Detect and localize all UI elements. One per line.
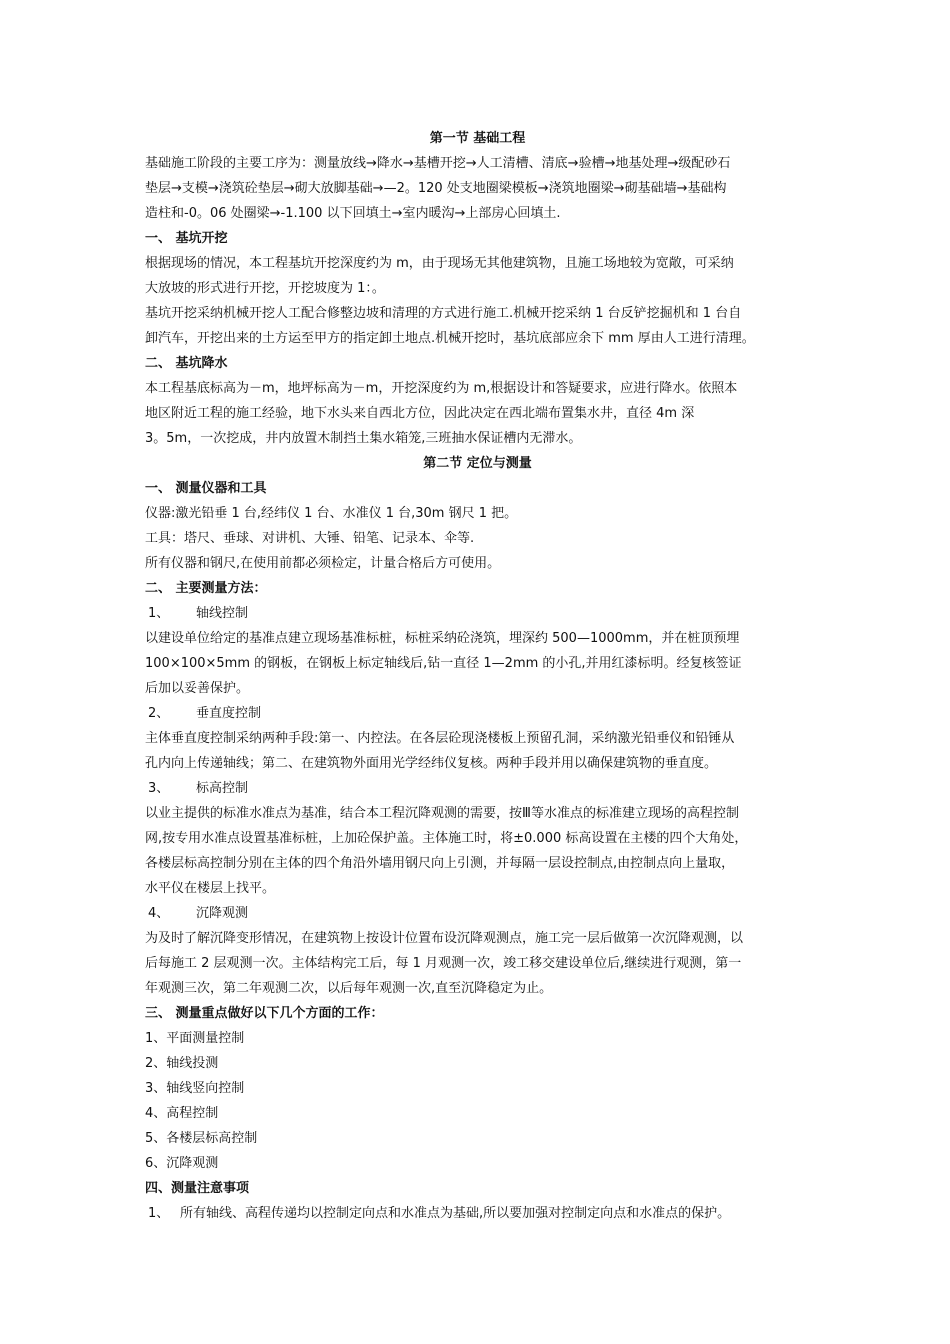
method-title: 垂直度控制 [196,706,262,721]
heading-instruments-tools: 一、 测量仪器和工具 [145,481,267,496]
method-number: 4、 [148,906,170,921]
paragraph-line: 地区附近工程的施工经验，地下水头来自西北方位，因此决定在西北端布置集水井，直径 4m 深 [145,406,695,421]
method-heading-verticality [145,701,810,726]
note-number: 1、 [148,1206,170,1221]
paragraph-line: 3。5m，一次挖成，井内放置木制挡土集水箱笼,三班抽水保证槽内无滞水。 [145,431,582,446]
paragraph-line: 仪器:激光铅垂 1 台,经纬仪 1 台、水准仪 1 台,30m 钢尺 1 把。 [145,506,518,521]
heading-foundation-excavation: 一、 基坑开挖 [145,231,228,246]
paragraph-line: 工具：塔尺、垂球、对讲机、大锤、铅笔、记录本、伞等. [145,531,475,546]
method-heading-settlement [145,901,810,926]
method-title: 标高控制 [196,781,249,796]
method-heading-elevation [145,776,810,801]
section1-intro-line: 基础施工阶段的主要工序为：测量放线→降水→基槽开挖→人工清槽、清底→验槽→地基处理→级配砂石 [145,156,731,171]
list-item: 6、沉降观测 [145,1156,219,1171]
list-item: 3、轴线竖向控制 [145,1081,245,1096]
method-number: 3、 [148,781,170,796]
heading-measurement-methods: 二、 主要测量方法： [145,581,267,596]
paragraph-line: 各楼层标高控制分别在主体的四个角沿外墙用钢尺向上引测，并每隔一层设控制点,由控制点向上量取， [145,856,735,871]
paragraph-line: 所有仪器和钢尺,在使用前都必须检定，计量合格后方可使用。 [145,556,501,571]
list-item: 5、各楼层标高控制 [145,1131,258,1146]
note-text: 所有轴线、高程传递均以控制定向点和水准点为基础,所以要加强对控制定向点和水准点的保护。 [180,1206,731,1221]
list-item: 2、轴线投测 [145,1056,219,1071]
document-page [145,126,810,1226]
heading-precautions: 四、测量注意事项 [145,1181,250,1196]
paragraph-line: 根据现场的情况，本工程基坑开挖深度约为 m，由于现场无其他建筑物，且施工场地较为宽敞，可采纳 [145,256,734,271]
paragraph-line: 以业主提供的标准水准点为基准，结合本工程沉降观测的需要，按Ⅲ等水准点的标准建立现场的高程控制 [145,806,739,821]
paragraph-line: 水平仪在楼层上找平。 [145,881,276,896]
paragraph-line: 年观测三次，第二年观测二次，以后每年观测一次,直至沉降稳定为止。 [145,981,553,996]
paragraph-line: 100×100×5mm 的钢板，在钢板上标定轴线后,钻一直径 1—2mm 的小孔,并用红漆标明。经复核签证 [145,656,742,671]
method-number: 1、 [148,606,170,621]
paragraph-line: 本工程基底标高为－m，地坪标高为－m，开挖深度约为 m,根据设计和答疑要求，应进行降水。依照本 [145,381,738,396]
list-item: 1、平面测量控制 [145,1031,245,1046]
section1-intro-line: 垫层→支模→浇筑砼垫层→砌大放脚基础→—2。120 处支地圈梁模板→浇筑地圈梁→砌基础墙→基础构 [145,181,727,196]
paragraph-line: 主体垂直度控制采纳两种手段:第一、内控法。在各层砼现浇楼板上预留孔洞，采纳激光铅垂仪和铅锤从 [145,731,735,746]
paragraph-line: 基坑开挖采纳机械开挖人工配合修整边坡和清理的方式进行施工.机械开挖采纳 1 台反铲挖掘机和 1 台自 [145,306,742,321]
section1-intro-line: 造柱和-0。06 处圈梁→-1.100 以下回填土→室内暖沟→上部房心回填土. [145,206,561,221]
list-item: 4、高程控制 [145,1106,219,1121]
method-title: 轴线控制 [196,606,249,621]
paragraph-line: 网,按专用水准点设置基准标桩，上加砼保护盖。主体施工时，将±0.000 标高设置在主楼的四个大角处， [145,831,748,846]
method-number: 2、 [148,706,170,721]
heading-key-work: 三、 测量重点做好以下几个方面的工作： [145,1006,384,1021]
paragraph-line: 卸汽车，开挖出来的土方运至甲方的指定卸土地点.机械开挖时，基坑底部应余下 mm 厚由人工进行清理。 [145,331,755,346]
paragraph-line: 孔内向上传递轴线；第二、在建筑物外面用光学经纬仪复核。两种手段并用以确保建筑物的垂直度。 [145,756,718,771]
note-item [145,1201,810,1226]
heading-dewatering: 二、 基坑降水 [145,356,228,371]
section2-title: 第二节 定位与测量 [423,456,532,471]
section1-title: 第一节 基础工程 [429,131,526,146]
paragraph-line: 以建设单位给定的基准点建立现场基准标桩，标桩采纳砼浇筑，埋深约 500—1000mm，并在桩顶预埋 [145,631,740,646]
paragraph-line: 后每施工 2 层观测一次。主体结构完工后，每 1 月观测一次，竣工移交建设单位后,继续进行观测，第一 [145,956,742,971]
paragraph-line: 后加以妥善保护。 [145,681,250,696]
method-title: 沉降观测 [196,906,249,921]
paragraph-line: 为及时了解沉降变形情况，在建筑物上按设计位置布设沉降观测点，施工完一层后做第一次沉降观测，以 [145,931,744,946]
method-heading-axis [145,601,810,626]
paragraph-line: 大放坡的形式进行开挖，开挖坡度为 1：。 [145,281,385,296]
